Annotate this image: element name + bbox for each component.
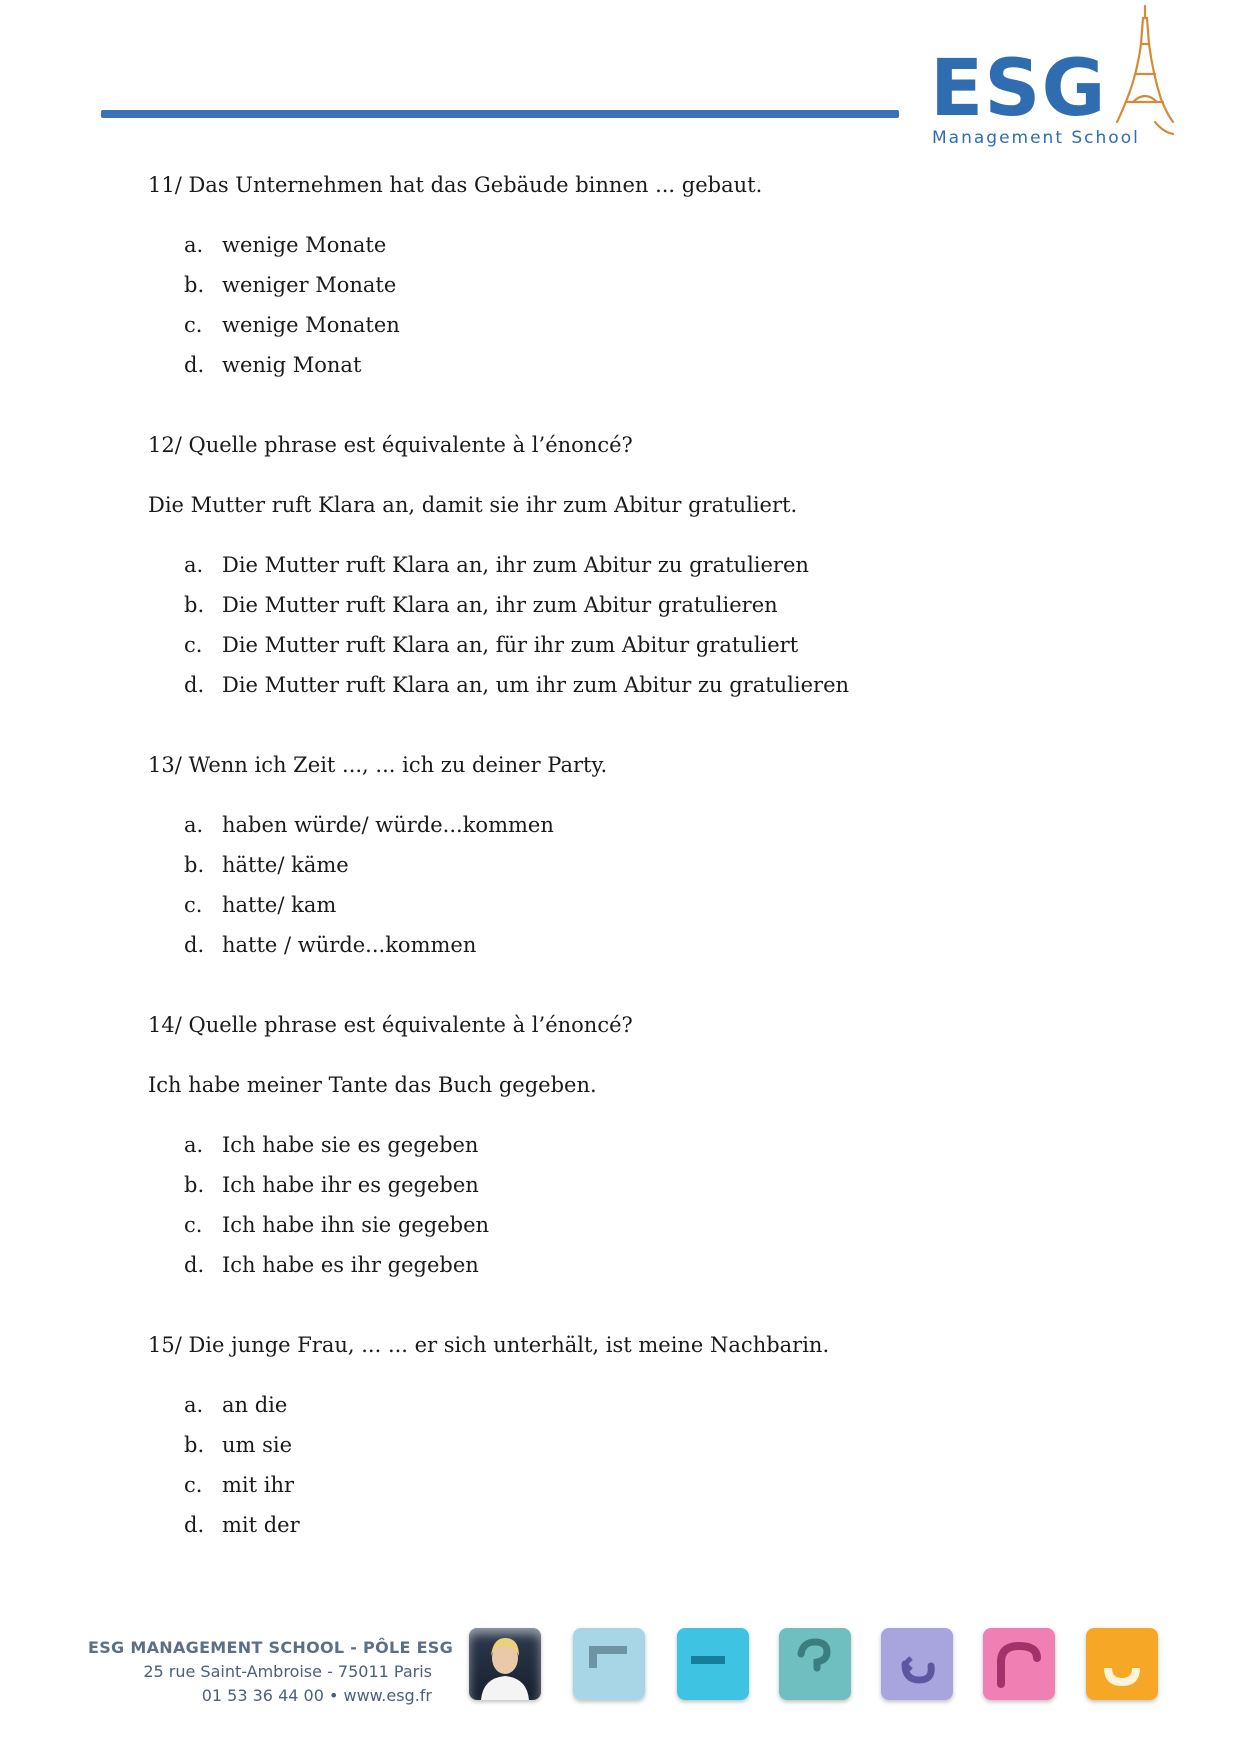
question-prompt: 13/ Wenn ich Zeit ..., ... ich zu deiner Party. bbox=[148, 753, 608, 777]
option-letter: b. bbox=[184, 1433, 205, 1457]
answer-option bbox=[148, 550, 1148, 590]
option-text: Die Mutter ruft Klara an, ihr zum Abitur zu gratulieren bbox=[222, 553, 809, 577]
footer-address: 25 rue Saint-Ambroise - 75011 Paris bbox=[143, 1662, 432, 1681]
answer-option bbox=[148, 590, 1148, 630]
header-rule bbox=[101, 110, 899, 118]
option-text: Die Mutter ruft Klara an, ihr zum Abitur gratulieren bbox=[222, 593, 778, 617]
answer-options bbox=[148, 1130, 1148, 1290]
answer-option bbox=[148, 1170, 1148, 1210]
question-sentence: Die Mutter ruft Klara an, damit sie ihr zum Abitur gratuliert. bbox=[148, 493, 798, 517]
option-letter: a. bbox=[184, 553, 204, 577]
option-text: wenige Monate bbox=[222, 233, 387, 257]
option-letter: a. bbox=[184, 1133, 204, 1157]
answer-option bbox=[148, 670, 1148, 710]
answer-option bbox=[148, 1430, 1148, 1470]
answer-option bbox=[148, 930, 1148, 970]
answer-option bbox=[148, 1510, 1148, 1550]
option-text: haben würde/ würde...kommen bbox=[222, 813, 554, 837]
question-prompt: 15/ Die junge Frau, ... ... er sich unterhält, ist meine Nachbarin. bbox=[148, 1333, 830, 1357]
option-text: Ich habe sie es gegeben bbox=[222, 1133, 479, 1157]
option-text: wenig Monat bbox=[222, 353, 362, 377]
option-text: mit der bbox=[222, 1513, 300, 1537]
option-letter: b. bbox=[184, 1173, 205, 1197]
option-letter: b. bbox=[184, 853, 205, 877]
option-text: um sie bbox=[222, 1433, 293, 1457]
option-text: hätte/ käme bbox=[222, 853, 349, 877]
answer-option bbox=[148, 630, 1148, 670]
answer-option bbox=[148, 1470, 1148, 1510]
option-text: wenige Monaten bbox=[222, 313, 400, 337]
answer-option bbox=[148, 230, 1148, 270]
option-text: mit ihr bbox=[222, 1473, 295, 1497]
question-block bbox=[148, 170, 1148, 390]
curl-shape-icon bbox=[881, 1628, 953, 1700]
answer-options bbox=[148, 550, 1148, 710]
option-text: hatte/ kam bbox=[222, 893, 337, 917]
option-letter: d. bbox=[184, 673, 205, 697]
option-letter: d. bbox=[184, 1253, 205, 1277]
option-text: weniger Monate bbox=[222, 273, 397, 297]
question-prompt: 11/ Das Unternehmen hat das Gebäude binnen ... gebaut. bbox=[148, 173, 763, 197]
arch-shape-icon bbox=[983, 1628, 1055, 1700]
logo-subtitle: Management School bbox=[932, 128, 1140, 148]
option-letter: d. bbox=[184, 933, 205, 957]
option-letter: b. bbox=[184, 273, 205, 297]
option-text: an die bbox=[222, 1393, 288, 1417]
option-letter: c. bbox=[184, 633, 203, 657]
option-letter: a. bbox=[184, 1393, 204, 1417]
option-text: Ich habe ihr es gegeben bbox=[222, 1173, 479, 1197]
esg-logo bbox=[930, 0, 1180, 160]
answer-option bbox=[148, 810, 1148, 850]
option-letter: a. bbox=[184, 813, 204, 837]
option-letter: c. bbox=[184, 893, 203, 917]
option-letter: c. bbox=[184, 1473, 203, 1497]
question-prompt: 14/ Quelle phrase est équivalente à l’énoncé? bbox=[148, 1013, 633, 1037]
answer-option bbox=[148, 350, 1148, 390]
photo-icon bbox=[469, 1628, 541, 1700]
option-letter: d. bbox=[184, 1513, 205, 1537]
option-text: Ich habe es ihr gegeben bbox=[222, 1253, 479, 1277]
footer-contact: 01 53 36 44 00 • www.esg.fr bbox=[201, 1686, 432, 1705]
eiffel-tower-icon bbox=[1115, 4, 1175, 149]
option-text: Die Mutter ruft Klara an, um ihr zum Abitur zu gratulieren bbox=[222, 673, 850, 697]
option-letter: d. bbox=[184, 353, 205, 377]
answer-option bbox=[148, 1390, 1148, 1430]
question-block bbox=[148, 1330, 1148, 1550]
option-text: Die Mutter ruft Klara an, für ihr zum Abitur gratuliert bbox=[222, 633, 799, 657]
answer-option bbox=[148, 850, 1148, 890]
question-block bbox=[148, 1010, 1148, 1290]
logo-text: ESG bbox=[930, 44, 1107, 134]
answer-option bbox=[148, 1210, 1148, 1250]
answer-options bbox=[148, 810, 1148, 970]
answer-option bbox=[148, 310, 1148, 350]
option-text: hatte / würde...kommen bbox=[222, 933, 477, 957]
dash-shape-icon bbox=[677, 1628, 749, 1700]
answer-option bbox=[148, 890, 1148, 930]
option-letter: c. bbox=[184, 1213, 203, 1237]
exam-content bbox=[148, 170, 1148, 1590]
answer-options bbox=[148, 230, 1148, 390]
question-block bbox=[148, 750, 1148, 970]
answer-options bbox=[148, 1390, 1148, 1550]
question-block bbox=[148, 430, 1148, 710]
option-letter: c. bbox=[184, 313, 203, 337]
answer-option bbox=[148, 270, 1148, 310]
page-footer bbox=[0, 1620, 1240, 1754]
hook-shape-icon bbox=[779, 1628, 851, 1700]
option-letter: a. bbox=[184, 233, 204, 257]
answer-option bbox=[148, 1250, 1148, 1290]
answer-option bbox=[148, 1130, 1148, 1170]
corner-shape-icon bbox=[573, 1628, 645, 1700]
question-sentence: Ich habe meiner Tante das Buch gegeben. bbox=[148, 1073, 597, 1097]
footer-school-name: ESG MANAGEMENT SCHOOL - PÔLE ESG bbox=[88, 1638, 454, 1657]
option-text: Ich habe ihn sie gegeben bbox=[222, 1213, 490, 1237]
option-letter: b. bbox=[184, 593, 205, 617]
question-prompt: 12/ Quelle phrase est équivalente à l’énoncé? bbox=[148, 433, 633, 457]
cup-shape-icon bbox=[1086, 1628, 1158, 1700]
